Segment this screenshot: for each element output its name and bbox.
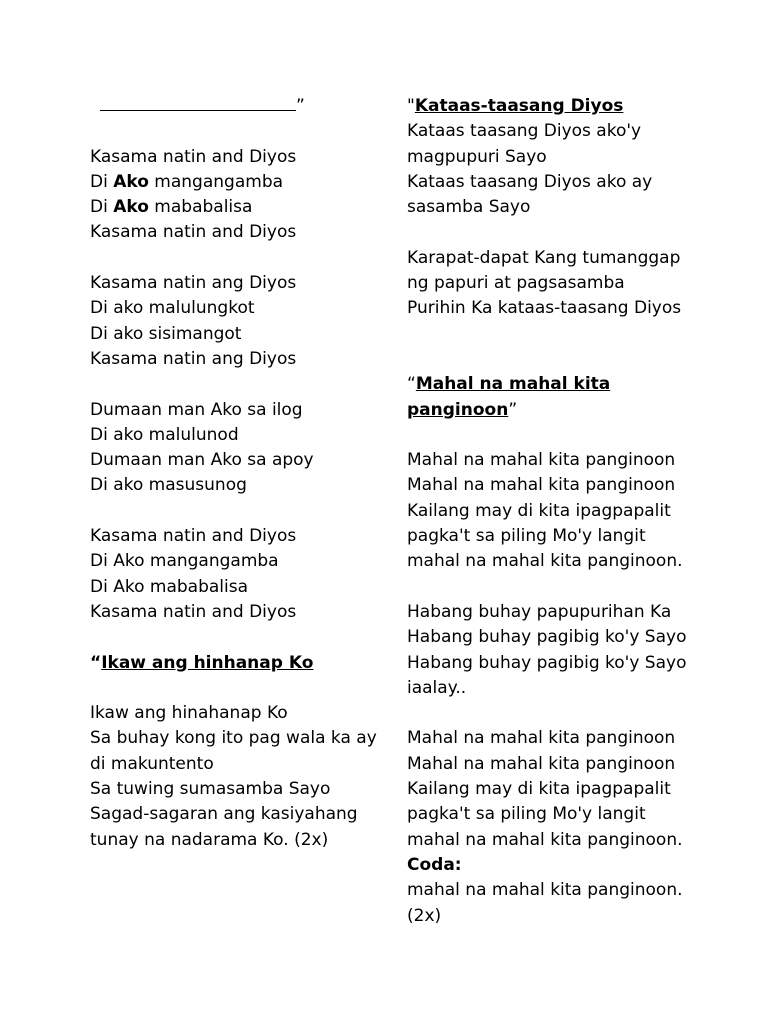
spacer: [407, 575, 707, 600]
song1-title-close-quote: ”: [296, 96, 305, 116]
lyric-line: Kasama natin and Diyos: [90, 526, 297, 547]
spacer: [90, 625, 380, 650]
spacer: [407, 220, 707, 245]
lyric-line: [90, 195, 380, 220]
lyric-line: Di ako malulunod: [90, 424, 239, 445]
lyric-line: Kataas taasang Diyos ako ay: [407, 171, 653, 192]
song2-title: [90, 651, 380, 676]
lyric-line: Di Ako mababalisa: [90, 576, 249, 597]
lyric-line: Sa buhay kong ito pag wala ka ay: [90, 728, 377, 749]
lyric-line: Habang buhay papupurihan Ka: [407, 601, 672, 622]
lyric-text: Di: [90, 171, 114, 192]
lyric-line: Kailang may di kita ipagpapalit: [407, 779, 671, 800]
lyric-line: Mahal na mahal kita panginoon: [407, 450, 676, 471]
song3-title: [407, 94, 707, 119]
lyric-text: Di: [90, 197, 114, 218]
song4-title-text-cont: panginoon: [407, 399, 509, 420]
lyric-line: iaalay..: [407, 677, 467, 698]
lyric-text: mangangamba: [148, 171, 284, 192]
lyric-line: sasamba Sayo: [407, 197, 531, 218]
spacer: [90, 499, 380, 524]
lyric-line: pagka't sa piling Mo'y langit: [407, 804, 646, 825]
song1-title: [90, 94, 380, 119]
song4-title-line2: [407, 398, 707, 423]
lyric-line: Karapat-dapat Kang tumanggap: [407, 247, 681, 268]
lyric-line: [90, 170, 380, 195]
song3-open-quote: ": [407, 96, 415, 116]
lyric-line: Di ako sisimangot: [90, 323, 242, 344]
lyric-line: Ikaw ang hinahanap Ko: [90, 703, 288, 724]
lyric-line: Habang buhay pagibig ko'y Sayo: [407, 627, 687, 648]
lyric-line: Habang buhay pagibig ko'y Sayo: [407, 652, 687, 673]
lyric-line: mahal na mahal kita panginoon.: [407, 829, 683, 850]
lyric-bold-word: Ako: [113, 171, 149, 192]
coda-label: Coda:: [407, 854, 462, 875]
lyric-text: mababalisa: [148, 197, 253, 218]
lyric-line: Kailang may di kita ipagpapalit: [407, 500, 671, 521]
lyric-line: tunay na nadarama Ko. (2x): [90, 829, 329, 850]
spacer: [407, 701, 707, 726]
song2-open-quote: “: [90, 652, 102, 673]
lyric-line: Mahal na mahal kita panginoon: [407, 728, 676, 749]
lyric-line: mahal na mahal kita panginoon.: [407, 880, 683, 901]
spacer: [407, 347, 707, 372]
right-column: [407, 94, 707, 929]
spacer: [90, 246, 380, 271]
lyric-line: Kasama natin and Diyos: [90, 222, 297, 243]
lyric-line: Kasama natin and Diyos: [90, 146, 297, 167]
song2-title-text: Ikaw ang hinhanap Ko: [101, 652, 314, 673]
song4-title-line1: [407, 372, 707, 397]
lyric-line: Kataas taasang Diyos ako'y: [407, 121, 642, 142]
lyric-line: Kasama natin ang Diyos: [90, 348, 297, 369]
lyric-line: Purihin Ka kataas-taasang Diyos: [407, 298, 682, 319]
song4-open-quote: “: [407, 374, 416, 395]
lyric-line: (2x): [407, 905, 442, 926]
title-blank-line: [100, 96, 296, 111]
lyric-line: Dumaan man Ako sa apoy: [90, 450, 314, 471]
lyric-line: Dumaan man Ako sa ilog: [90, 399, 303, 420]
lyric-line: Di Ako mangangamba: [90, 551, 279, 572]
lyric-line: pagka't sa piling Mo'y langit: [407, 526, 646, 547]
song3-title-text: Kataas-taasang Diyos: [414, 96, 624, 116]
spacer: [90, 372, 380, 397]
lyric-line: ng papuri at pagsasamba: [407, 273, 625, 294]
spacer: [407, 423, 707, 448]
lyric-line: di makuntento: [90, 753, 214, 774]
song4-close-quote: ”: [508, 399, 518, 420]
spacer: [407, 322, 707, 347]
spacer: [90, 676, 380, 701]
spacer: [90, 119, 380, 144]
lyric-line: Mahal na mahal kita panginoon: [407, 753, 676, 774]
lyric-line: Sa tuwing sumasamba Sayo: [90, 779, 331, 800]
lyric-line: magpupuri Sayo: [407, 146, 547, 167]
lyric-line: Sagad-sagaran ang kasiyahang: [90, 804, 358, 825]
lyric-line: Di ako malulungkot: [90, 298, 255, 319]
lyric-line: Kasama natin ang Diyos: [90, 273, 297, 294]
lyric-bold-word: Ako: [113, 197, 149, 218]
lyric-line: Kasama natin and Diyos: [90, 601, 297, 622]
left-column: [90, 94, 380, 853]
song4-title-text: Mahal na mahal kita: [415, 374, 611, 395]
lyric-line: Mahal na mahal kita panginoon: [407, 475, 676, 496]
lyric-line: mahal na mahal kita panginoon.: [407, 551, 683, 572]
lyric-line: Di ako masusunog: [90, 475, 247, 496]
